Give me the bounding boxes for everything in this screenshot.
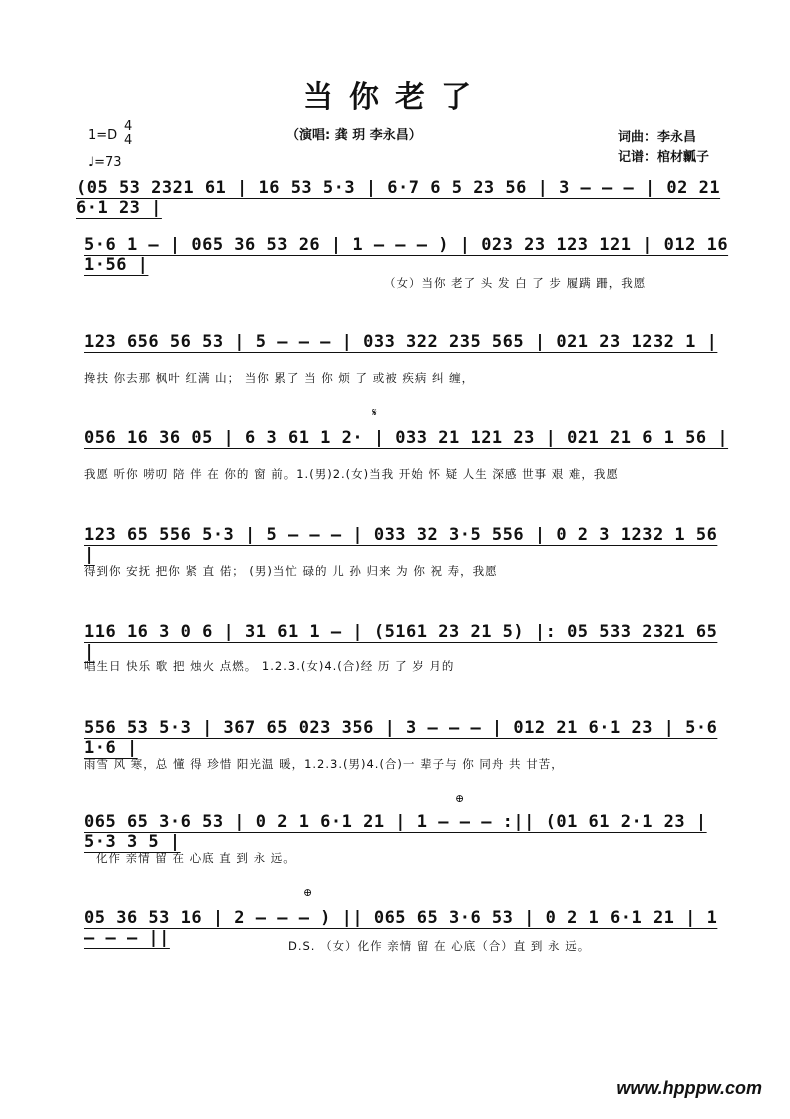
time-signature-top: 4 [124,119,133,134]
singers: （演唱: 龚 玥 李永昌） [286,128,422,143]
site-watermark: www.hpppw.com [616,1078,762,1098]
notation-line: 065 65 3·6 53 | 0 2 1 6·1 21 | 1 — — — :|| (01 61 2·1 23 | 5·3 3 5 | [84,812,707,852]
notation-line: (05 53 2321 61 | 16 53 5·3 | 6·7 6 5 23 56 | 3 — — — | 02 21 6·1 23 | [76,178,721,218]
notation-line: 123 65 556 5·3 | 5 — — — | 033 32 3·5 556 | 0 2 3 1232 1 56 | [84,525,718,565]
notation-line: 116 16 3 0 6 | 31 61 1 — | (5161 23 21 5) |: 05 533 2321 65 | [84,622,718,662]
coda-icon: ⊕ [455,792,465,805]
lyric-line: 化作 亲情 留 在 心底 直 到 永 远。 [96,851,296,865]
time-signature-bottom: 4 [124,133,133,148]
lyric-line: 搀扶 你去那 枫叶 红满 山； 当你 累了 当 你 烦 了 或被 疾病 纠 缠， [84,371,475,385]
lyric-line: 得到你 安抚 把你 紧 直 偌； (男)当忙 碌的 儿 孙 归来 为 你 祝 寿，我愿 [84,564,498,578]
lyric-line: （女）当你 老了 头 发 白 了 步 履蹒 跚，我愿 [384,276,647,290]
lyric-line: 唱生日 快乐 歌 把 烛火 点燃。 1.2.3.(女)4.(合)经 历 了 岁 月的 [84,659,455,673]
notation-line: 556 53 5·3 | 367 65 023 356 | 3 — — — | 012 21 6·1 23 | 5·6 1·6 | [84,718,718,758]
page-title: 当你老了 [303,80,487,115]
notation-line: 056 16 36 05 | 6 3 61 1 2· | 033 21 121 23 | 021 21 6 1 56 | [84,428,729,448]
segno-icon: 𝄋 [372,406,377,419]
notation-line: 123 656 56 53 | 5 — — — | 033 322 235 565 | 021 23 1232 1 | [84,332,718,352]
time-signature [124,120,132,148]
lyric-line: 我愿 听你 唠叨 陪 伴 在 你的 窗 前。1.(男)2.(女)当我 开始 怀 疑 人生 深感 世事 艰 难，我愿 [84,467,619,481]
key-signature: 1=D [88,128,118,143]
lyric-line: D.S. （女）化作 亲情 留 在 心底（合）直 到 永 远。 [288,939,591,953]
lyric-music-credit: 词曲：李永昌 [618,130,697,145]
notation-line: 05 36 53 16 | 2 — — — ) || 065 65 3·6 53 | 0 2 1 6·1 21 | 1 — — — || [84,908,718,948]
tempo-marking: ♩=73 [88,155,122,170]
coda-icon: ⊕ [303,886,313,899]
notation-credit: 记谱：棺材瓤子 [618,150,710,165]
notation-line: 5·6 1 — | 065 36 53 26 | 1 — — — ) | 023 23 123 121 | 012 16 1·56 | [84,235,729,275]
lyric-line: 雨雪 风 寒，总 懂 得 珍惜 阳光温 暖，1.2.3.(男)4.(合)一 辈子与 你 同舟 共 甘苦， [84,757,564,771]
